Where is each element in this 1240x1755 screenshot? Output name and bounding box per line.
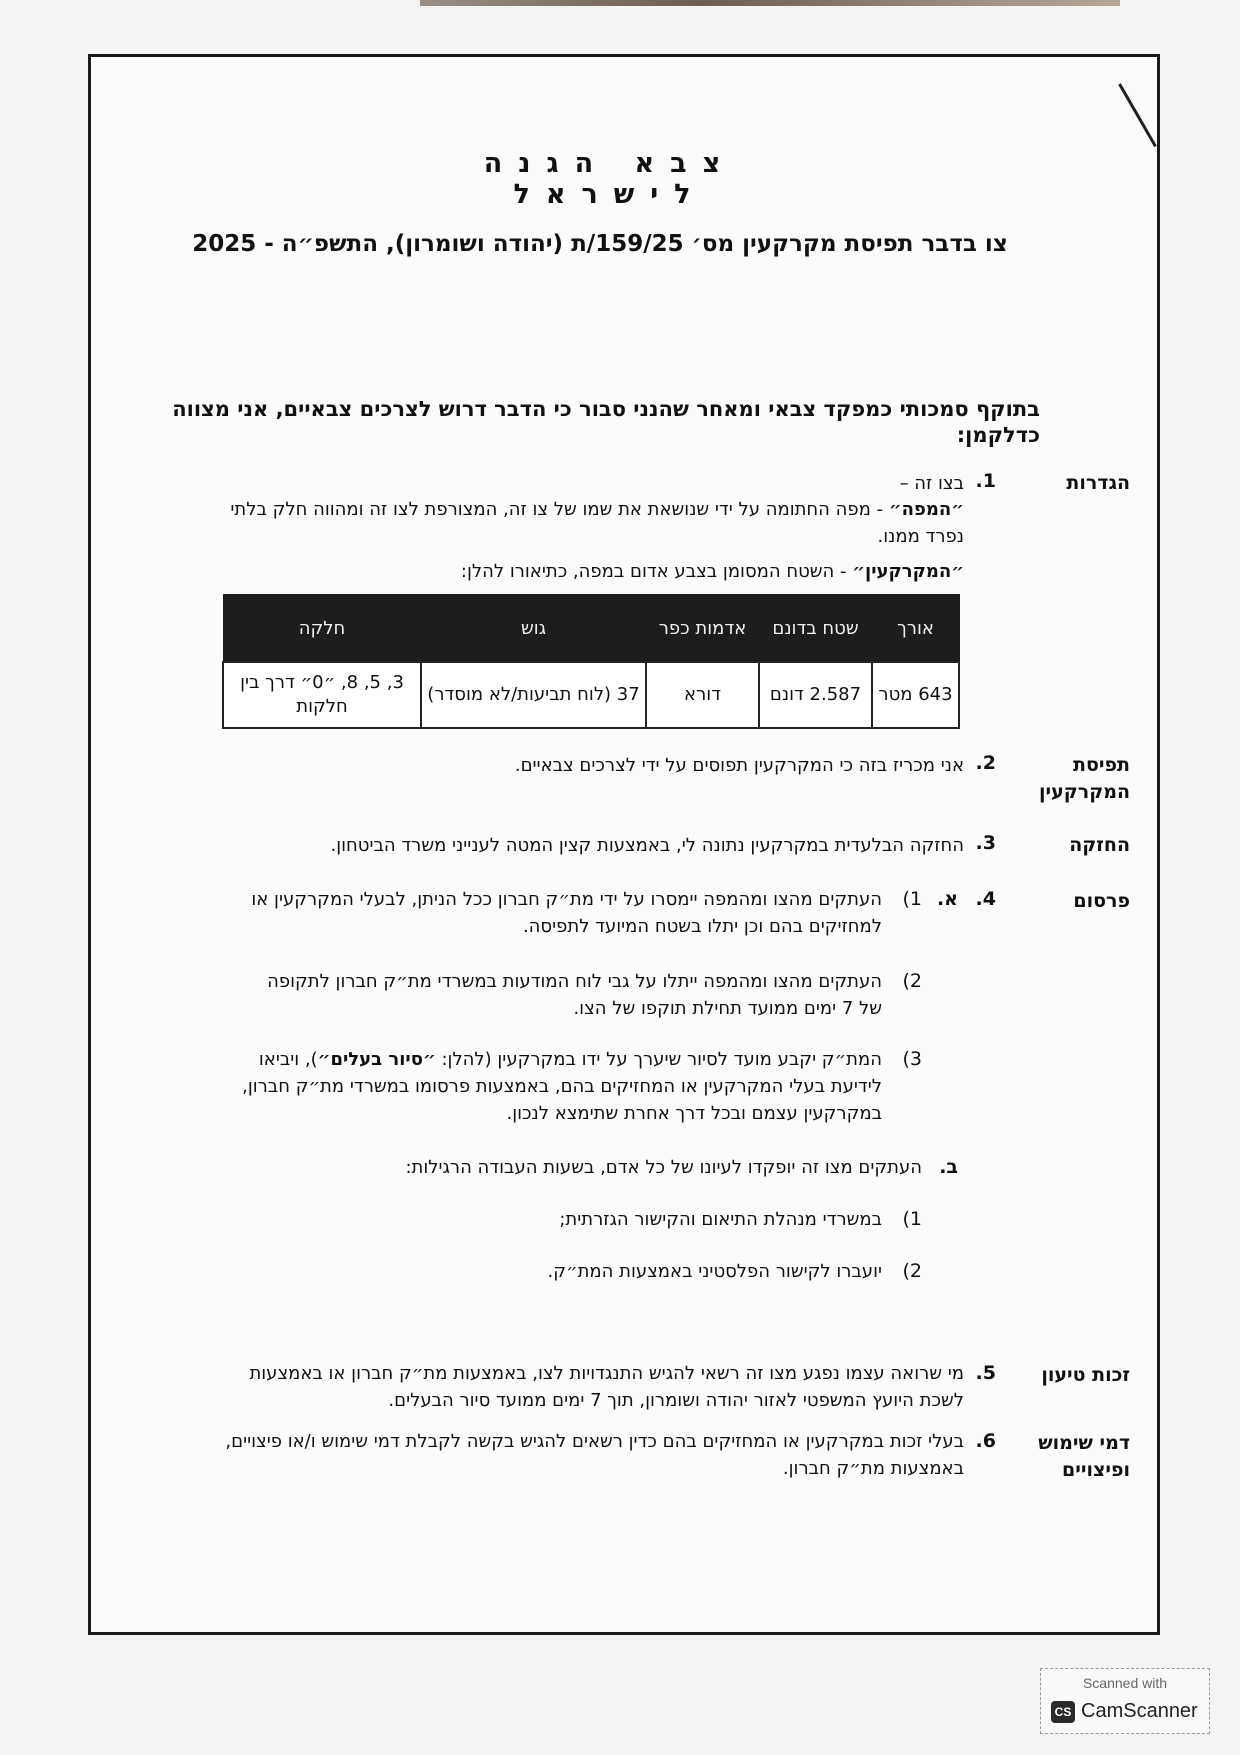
section-4b-label: ב. xyxy=(939,1156,958,1178)
land-table xyxy=(222,594,960,729)
cell-village: דורא xyxy=(646,662,759,728)
top-edge-strip xyxy=(420,0,1120,6)
section-4a1-number: 1) xyxy=(902,888,922,910)
section-4-number: 4. xyxy=(975,888,996,910)
header-village: אדמות כפר xyxy=(646,595,759,663)
section-1-lead xyxy=(264,470,964,497)
section-1-lead-text: בצו זה – xyxy=(899,473,964,494)
document-title: צבא הגנה לישראל xyxy=(483,148,737,210)
map-definition xyxy=(204,496,964,550)
order-subtitle: צו בדבר תפיסת מקרקעין מס׳ 159/25/ת (יהודה ושומרון), התשפ״ה - 2025 xyxy=(192,231,1008,257)
section-4a2-text: העתקים מהצו ומהמפה ייתלו על גבי לוח המודעות במשרדי מת״ק חברון לתקופה של 7 ימים ממועד תחילת תוקפו של הצו. xyxy=(267,971,882,1019)
cell-block: 37 (לוח תביעות/לא מוסדר) xyxy=(421,662,646,728)
section-4a3-post: ), ויביאו לידיעת בעלי המקרקעין או המחזיקים בהם, באמצעות פרסומו במשרדי מת״ק חברון, במקרקעין עצמם ובכל דרך אחרת שתימצא לנכון. xyxy=(242,1049,882,1124)
section-3-number: 3. xyxy=(975,832,996,854)
section-6-text: בעלי זכות במקרקעין או המחזיקים בהם כדין רשאים להגיש בקשה לקבלת דמי שימוש ו/או פיצויים, באמצעות מת״ק חברון. xyxy=(225,1431,964,1479)
section-4b1-number: 1) xyxy=(902,1208,922,1230)
section-3-text: החזקה הבלעדית במקרקעין נתונה לי, באמצעות קצין המטה לענייני משרד הביטחון. xyxy=(330,835,964,856)
land-table-row xyxy=(223,662,959,728)
section-3-side-label: החזקה xyxy=(1069,834,1130,856)
section-1-side-label: הגדרות xyxy=(1066,472,1130,494)
camscanner-logo-icon: CS xyxy=(1051,1701,1075,1723)
map-definition-text: - מפה החתומה על ידי שנושאת את שמו של צו זה, המצורפת לצו זה ומהווה חלק בלתי נפרד ממנו. xyxy=(230,499,964,547)
section-2-number: 2. xyxy=(975,752,996,774)
header-length: אורך xyxy=(872,595,959,663)
section-4a1-text: העתקים מהצו ומהמפה יימסרו על ידי מת״ק חברון ככל הניתן, לבעלי המקרקעין או למחזיקים בהם וכן יתלו בשטח המיועד לתפיסה. xyxy=(251,889,882,937)
camscanner-name: CamScanner xyxy=(1081,1700,1198,1722)
section-4a3-number: 3) xyxy=(902,1048,922,1070)
scanned-with-text: Scanned with xyxy=(1082,1675,1168,1691)
section-6-number: 6. xyxy=(975,1430,996,1452)
section-4b-text: העתקים מצו זה יופקדו לעיונו של כל אדם, בשעות העבודה הרגילות: xyxy=(405,1157,922,1178)
section-1-number: 1. xyxy=(975,470,996,492)
section-5-text: מי שרואה עצמו נפגע מצו זה רשאי להגיש התנגדויות לצו, באמצעות מת״ק חברון או באמצעות לשכת היועץ המשפטי לאזור יהודה ושומרון, תוך 7 ימים ממועד סיור הבעלים. xyxy=(249,1363,964,1411)
section-4a3-text xyxy=(242,1046,882,1127)
section-4b1-text: במשרדי מנהלת התיאום והקישור הגזרתית; xyxy=(559,1209,882,1230)
section-2-text: אני מכריז בזה כי המקרקעין תפוסים על ידי לצרכים צבאיים. xyxy=(514,755,964,776)
section-4a-label: א. xyxy=(936,888,958,910)
land-definition xyxy=(204,558,964,585)
section-4a3-pre: המת״ק יקבע מועד לסיור שיערך על ידו במקרקעין (להלן: xyxy=(435,1049,882,1070)
header-parcel: חלקה xyxy=(223,595,421,663)
header-block: גוש xyxy=(421,595,646,663)
cell-area: 2.587 דונם xyxy=(759,662,872,728)
owners-tour-term: ״סיור בעלים״ xyxy=(317,1049,436,1070)
section-4-side-label: פרסום xyxy=(1073,890,1130,912)
cell-parcel: 3, 5, 8, ״0״ דרך בין חלקות xyxy=(223,662,421,728)
section-2-side-label: תפיסת המקרקעין xyxy=(1039,754,1130,803)
map-term: ״המפה״ xyxy=(888,499,964,520)
section-6-side-label: דמי שימוש ופיצויים xyxy=(1038,1432,1130,1481)
land-definition-text: - השטח המסומן בצבע אדום במפה, כתיאורו להלן: xyxy=(460,561,853,582)
land-table-header-row xyxy=(223,595,959,663)
header-area: שטח בדונם xyxy=(759,595,872,663)
section-5-number: 5. xyxy=(975,1362,996,1384)
land-term: ״המקרקעין״ xyxy=(852,561,964,582)
section-4b2-text: יועברו לקישור הפלסטיני באמצעות המת״ק. xyxy=(547,1261,882,1282)
cell-length: 643 מטר xyxy=(872,662,959,728)
camscanner-badge xyxy=(1040,1668,1210,1734)
section-4b2-number: 2) xyxy=(902,1260,922,1282)
section-4a2-number: 2) xyxy=(902,970,922,992)
intro-paragraph: בתוקף סמכותי כמפקד צבאי ומאחר שהנני סבור כי הדבר דרוש לצרכים צבאיים, אני מצווה כדלקמן: xyxy=(172,397,1040,447)
section-5-side-label: זכות טיעון xyxy=(1041,1364,1130,1386)
